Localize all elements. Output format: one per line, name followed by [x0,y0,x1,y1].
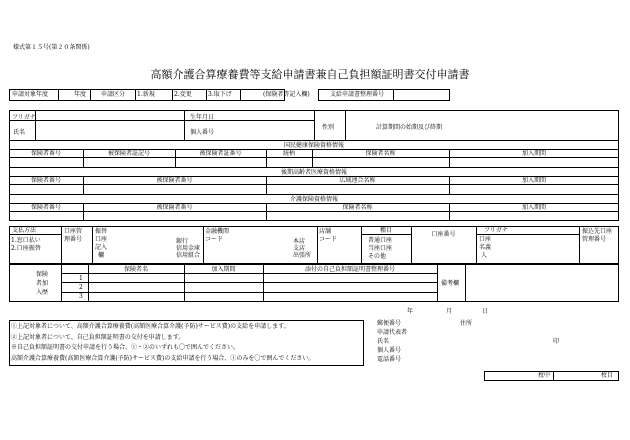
transfer-label-2: 口座 [95,236,108,243]
sheet-index-label: 枚目 [601,372,614,379]
kind-opt-other[interactable]: その他 [368,253,387,260]
rep-label: 申請代表者 [377,329,408,336]
kind-opt-ordinary[interactable]: 普通口座 [368,237,393,244]
account-number-label: 口座番号 [431,231,456,238]
sheet-count-label: 枚中 [538,372,551,379]
bank-type-bank[interactable]: 銀行 [176,238,189,245]
insured-label-1: 保険 [36,271,49,278]
branch-code-label-2: コード [319,236,338,243]
insured-label-2: 者加 [36,280,49,287]
care-col-period: 加入期間 [521,204,546,211]
date-year: 年 [407,308,414,315]
year-unit: 年度 [74,91,87,98]
elderly-col-period: 加入期間 [521,177,546,184]
transfer-label-4: 欄 [98,252,105,259]
name-input[interactable] [36,121,183,139]
address-label: 住所 [460,320,473,327]
transfer-label-1: 振替 [95,228,108,235]
nhi-col-period: 加入期間 [521,150,546,157]
acct-mgmt-label-2: 理番号 [64,236,83,243]
elderly-col-union-name: 広域連合名称 [339,177,376,184]
option-change[interactable]: 2.変更 [174,91,192,98]
bank-type-shinkin[interactable]: 信用金庫 [176,245,201,252]
serial-label: 支給申請書整理番号 [330,91,385,98]
insured-row-2: 2 [79,284,83,291]
payment-opt-transfer[interactable]: 2.口座振替 [11,245,41,252]
insured-row-3: 3 [79,293,83,300]
holder-label-3: 人 [481,252,488,259]
care-col-insurer-name: 保険者名称 [342,204,373,211]
statement-note-1: ※自己負担額証明書の交付申請を行う場合、①・②のいずれも〇で囲んでください。 [11,344,240,351]
applicant-name-label: 氏名 [377,338,390,345]
care-section-title: 介護保険資格情報 [289,196,338,203]
applicant-personal-no-label: 個人番号 [377,347,402,354]
remarks-label: 備考欄 [441,280,460,287]
statement-note-2: 高額介護合算療養費(高額医療合算介護(予防)サービス費)の支給申請を行う場合、①のみを〇で囲んでください。 [11,355,315,362]
branch-type-branch[interactable]: 支店 [293,245,306,252]
kind-label: 種目 [379,227,392,234]
bank-type-kumiai[interactable]: 信用組合 [176,252,201,259]
nhi-col-card-number: 被保険者証番号 [199,150,242,157]
date-day: 日 [482,308,489,315]
target-year-label: 申請対象年度 [12,91,49,98]
dest-label-1: 振込先口座 [582,228,613,235]
form-number: 様式第１５号(第２０条関係) [13,44,90,51]
nhi-col-insurer-name: 保険者名称 [365,150,396,157]
page-title: 高額介護合算療養費等支給申請書兼自己負担額証明書交付申請書 [150,68,470,81]
sex-label: 性別 [322,124,335,131]
birth-label: 生年月日 [190,114,215,121]
elderly-section-title: 後期高齢者医療資格情報 [280,169,347,176]
insured-row-1: 1 [79,275,83,282]
holder-label-2: 名義 [479,244,492,251]
branch-type-main[interactable]: 本店 [293,238,306,245]
holder-furigana-label: フリガナ [484,227,508,234]
care-col-insured-no: 被保険者番号 [156,204,193,211]
acct-mgmt-label-1: 口座管 [64,228,83,235]
seal-label: 印 [553,338,560,345]
dest-label-2: 管理番号 [582,236,607,243]
nhi-col-relation: 続柄 [282,150,295,157]
remarks-input[interactable] [466,265,618,301]
statement-1[interactable]: ①上記対象者について、高額介護合算療養費(高額医療合算介護(予防)サービス費)の支給を申請します。 [11,323,290,330]
option-withdraw[interactable]: 3.取下げ [208,91,232,98]
payment-opt-counter[interactable]: 1.窓口払い [11,237,41,244]
option-new[interactable]: 1.新規 [137,91,155,98]
statement-2[interactable]: ②上記対象者について、自己負担額証明書の交付を申請します。 [11,334,185,341]
payment-method-label: 支払方法 [12,227,37,234]
personal-number-input[interactable] [226,121,313,139]
phone-label: 電話番号 [377,356,402,363]
kind-opt-current[interactable]: 当座口座 [368,245,393,252]
care-col-insurer-no: 保険者番号 [30,204,61,211]
insured-label-3: 入歴 [36,289,49,296]
zip-label: 郵便番号 [377,320,402,327]
fin-code-label-2: コード [205,236,224,243]
period-label: 計算期間の始期及び終期 [376,124,443,131]
elderly-col-insured-no: 被保険者番号 [156,177,193,184]
page-count-box [484,371,619,381]
insurer-note: (保険者等記入欄) [263,91,310,98]
holder-label-1: 口座 [479,236,492,243]
nhi-col-insurer-no: 保険者番号 [30,150,61,157]
furigana-label: フリガナ [12,114,36,121]
branch-code-label-1: 店舗 [319,228,332,235]
insured-col-insurer: 保険者名 [123,266,148,273]
fin-code-label-1: 金融機関 [205,228,230,235]
branch-type-sub[interactable]: 出張所 [293,252,312,259]
personal-number-label: 個人番号 [190,129,215,136]
insured-col-cert: 添付の自己負担額証明書整理番号 [304,266,395,273]
name-label: 氏名 [13,129,26,136]
date-month: 月 [446,308,453,315]
insured-col-period: 加入期間 [211,266,236,273]
elderly-col-insurer-no: 保険者番号 [30,177,61,184]
nhi-col-card-symbol: 被保険者証記号 [107,150,150,157]
nhi-section-title: 国民健康保険資格情報 [283,142,344,149]
category-label: 申請区分 [101,91,126,98]
transfer-label-3: 記入 [95,244,108,251]
